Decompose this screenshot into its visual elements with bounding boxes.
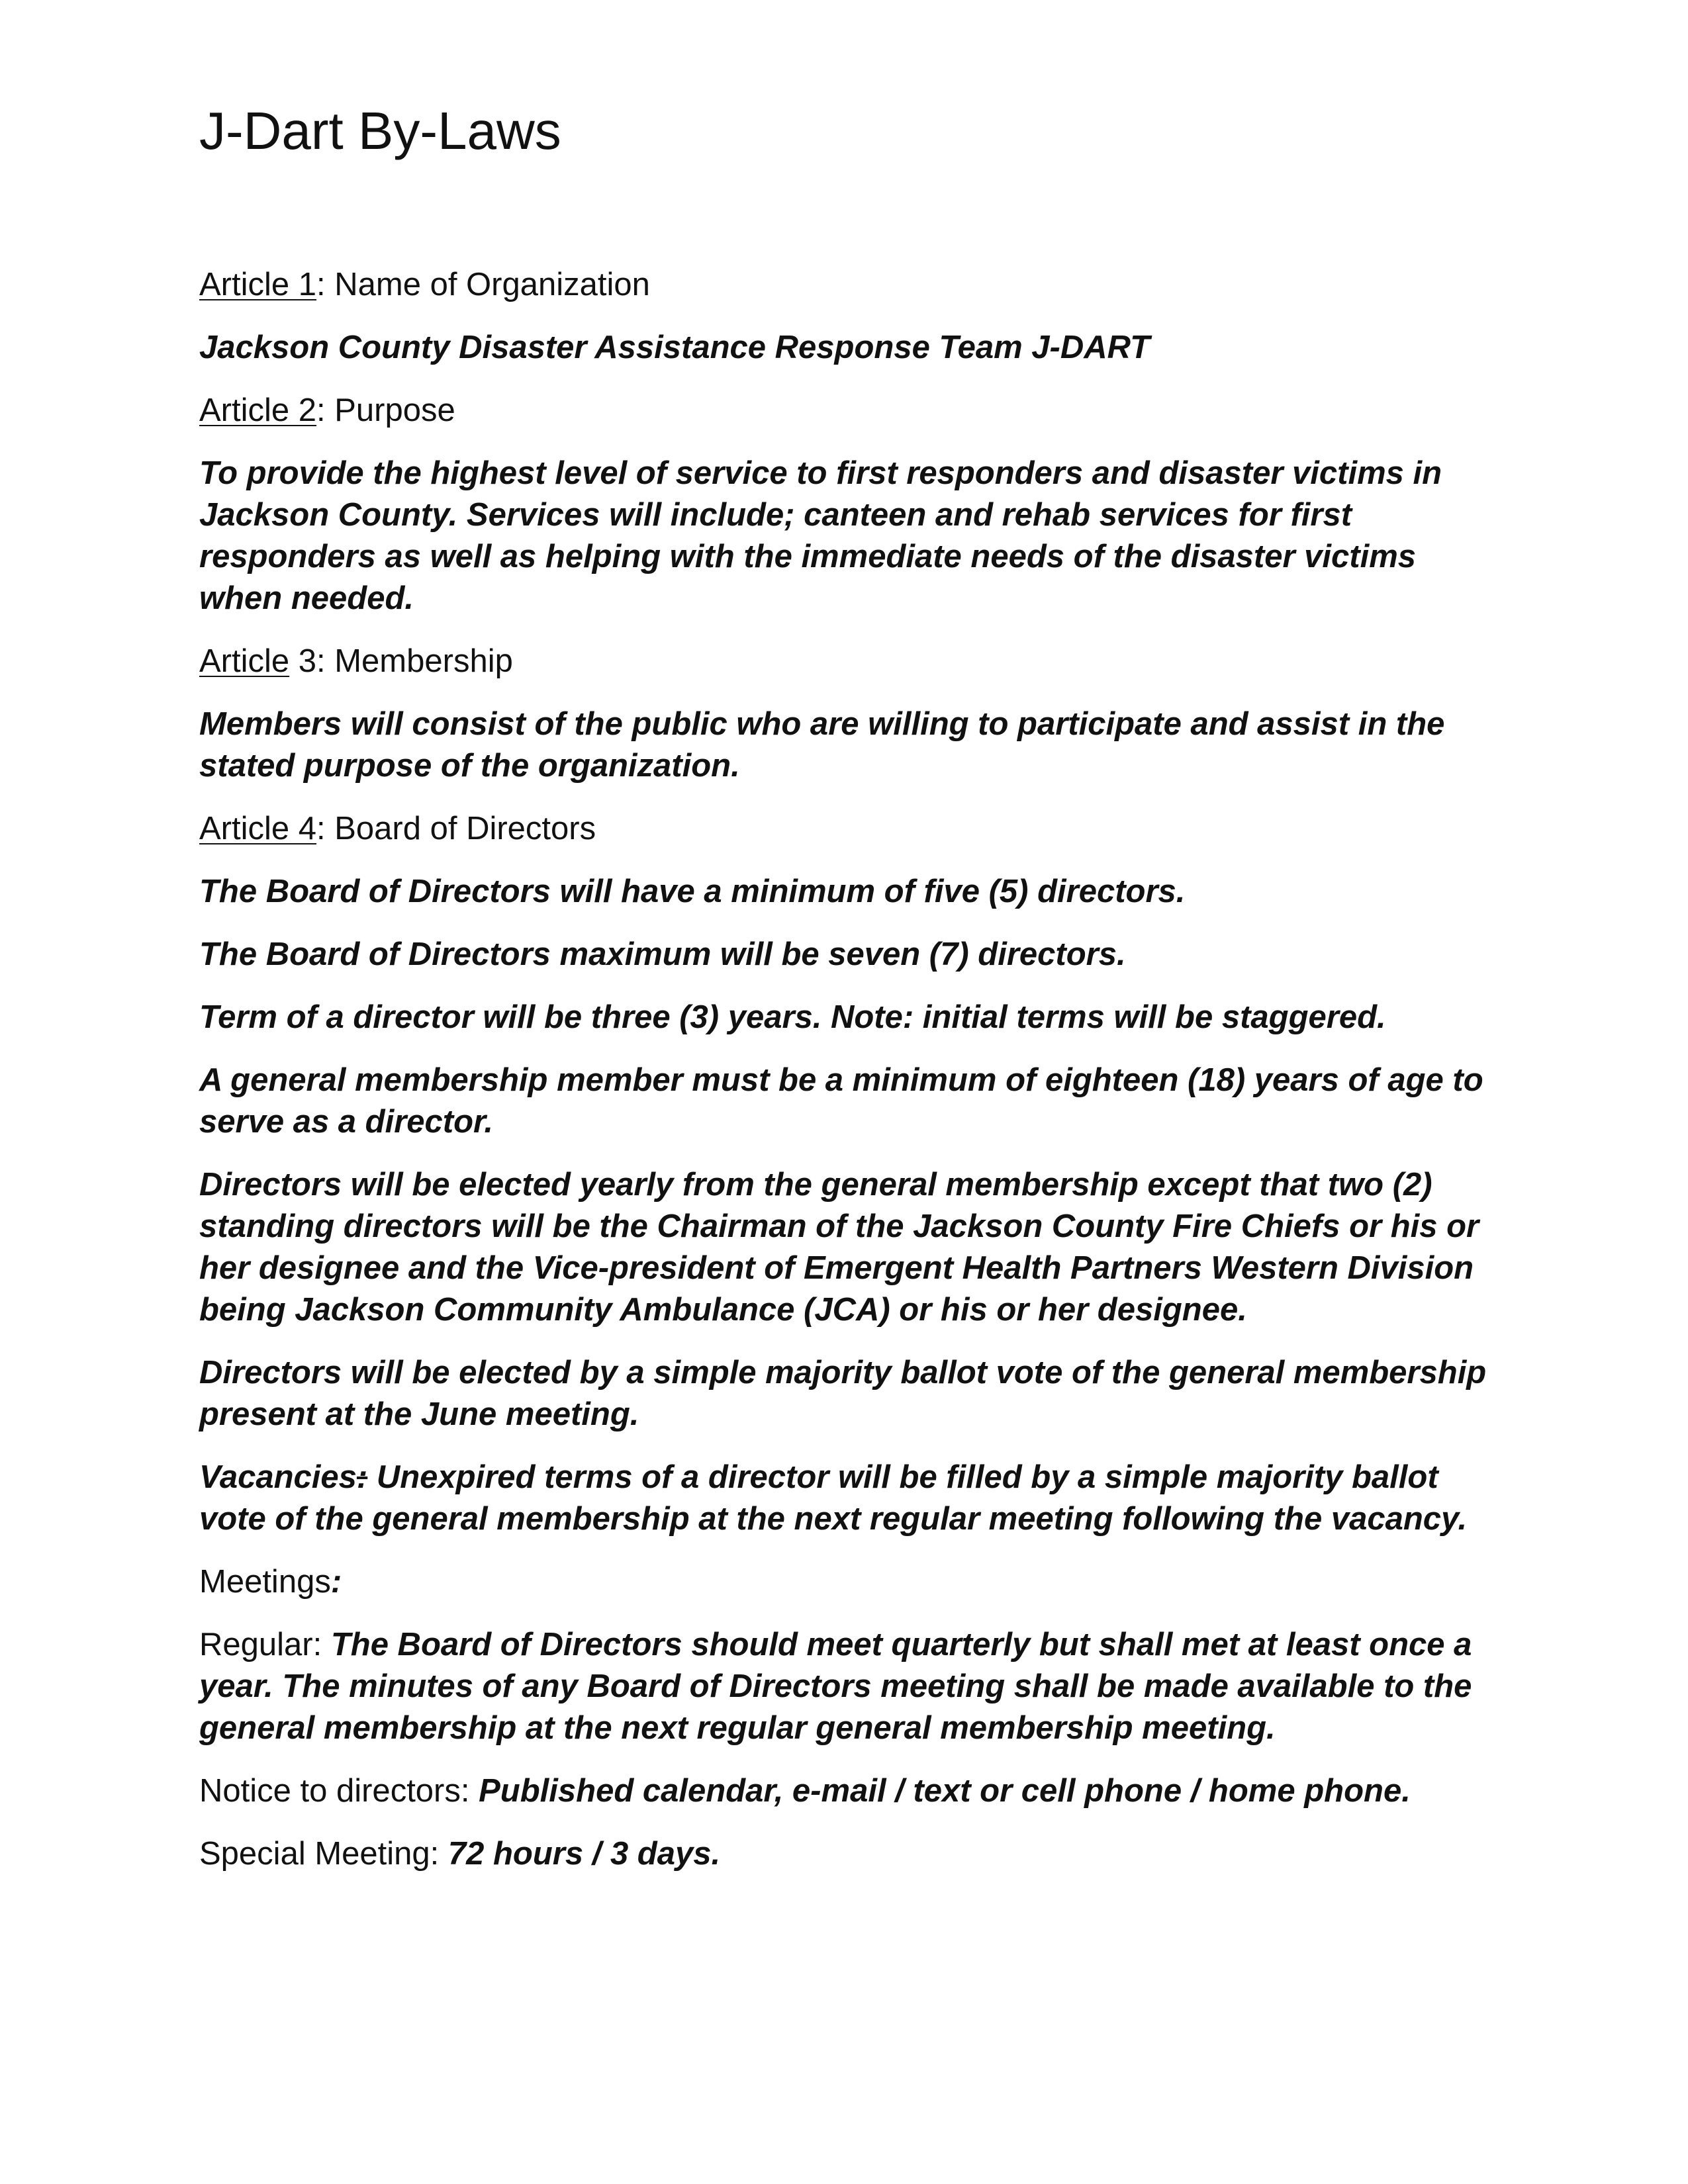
director-age-paragraph: A general membership member must be a minimum of eighteen (18) years of age to serve as a director. — [199, 1062, 1483, 1140]
article-2-link: Article 2 — [199, 392, 317, 428]
page-title: J-Dart By-Laws — [199, 101, 561, 160]
article-2-heading — [199, 390, 1490, 432]
director-election-paragraph: Directors will be elected yearly from the general membership except that two (2) standing directors will be the Chairman of the Jackson County Fire Chiefs or his or her designee and the Vice-president of Emergent Health Partners Western Division being Jackson Community Ambulance (JCA) or his or her designee. — [199, 1167, 1479, 1328]
vacancies-body: Unexpired terms of a director will be filled by a simple majority ballot vote of the general membership at the next regular meeting following the vacancy. — [199, 1459, 1468, 1537]
meetings-label: Meetings — [199, 1564, 331, 1600]
meetings-heading — [199, 1561, 1490, 1603]
board-maximum-paragraph: The Board of Directors maximum will be seven (7) directors. — [199, 936, 1126, 972]
article-1-heading — [199, 264, 1490, 306]
election-vote-paragraph: Directors will be elected by a simple majority ballot vote of the general membership present at the June meeting. — [199, 1355, 1487, 1432]
special-meeting-body: 72 hours / 3 days. — [447, 1836, 721, 1872]
notice-body: Published calendar, e-mail / text or cell phone / home phone. — [479, 1773, 1411, 1809]
article-3-heading — [199, 641, 1490, 682]
article-4-link: Article 4 — [199, 811, 317, 846]
vacancies-label: Vacancies — [199, 1459, 357, 1495]
regular-meeting-label: Regular: — [199, 1627, 331, 1662]
special-meeting-paragraph — [199, 1833, 1490, 1875]
notice-label: Notice to directors: — [199, 1773, 479, 1809]
regular-meeting-paragraph — [199, 1624, 1490, 1749]
article-4-title: : Board of Directors — [316, 811, 596, 846]
vacancies-colon: : — [356, 1459, 368, 1495]
director-term-paragraph: Term of a director will be three (3) years. Note: initial terms will be staggered. — [199, 999, 1386, 1035]
article-2-title: : Purpose — [316, 392, 455, 428]
document-page — [199, 99, 1490, 1896]
article-2-body: To provide the highest level of service to first responders and disaster victims in Jackson County. Services will include; canteen and rehab services for first responders as well as helping with the immediate needs of the disaster victims when needed. — [199, 455, 1442, 616]
article-1-body: Jackson County Disaster Assistance Response Team J-DART — [199, 330, 1150, 365]
article-3-body: Members will consist of the public who are willing to participate and assist in the stated purpose of the organization. — [199, 706, 1445, 784]
notice-paragraph — [199, 1770, 1490, 1812]
board-minimum-paragraph: The Board of Directors will have a minimum of five (5) directors. — [199, 874, 1186, 909]
article-3-title: 3: Membership — [289, 643, 513, 679]
meetings-colon: : — [330, 1564, 342, 1600]
article-3-link: Article — [199, 643, 290, 679]
vacancies-paragraph — [199, 1457, 1490, 1540]
special-meeting-label: Special Meeting: — [199, 1836, 448, 1872]
regular-meeting-body: The Board of Directors should meet quarterly but shall met at least once a year. The minutes of any Board of Directors meeting shall be made available to the general membership at the next regular general membership meeting. — [199, 1627, 1472, 1746]
article-1-title: : Name of Organization — [316, 267, 650, 302]
article-4-heading — [199, 808, 1490, 850]
article-1-link: Article 1 — [199, 267, 317, 302]
